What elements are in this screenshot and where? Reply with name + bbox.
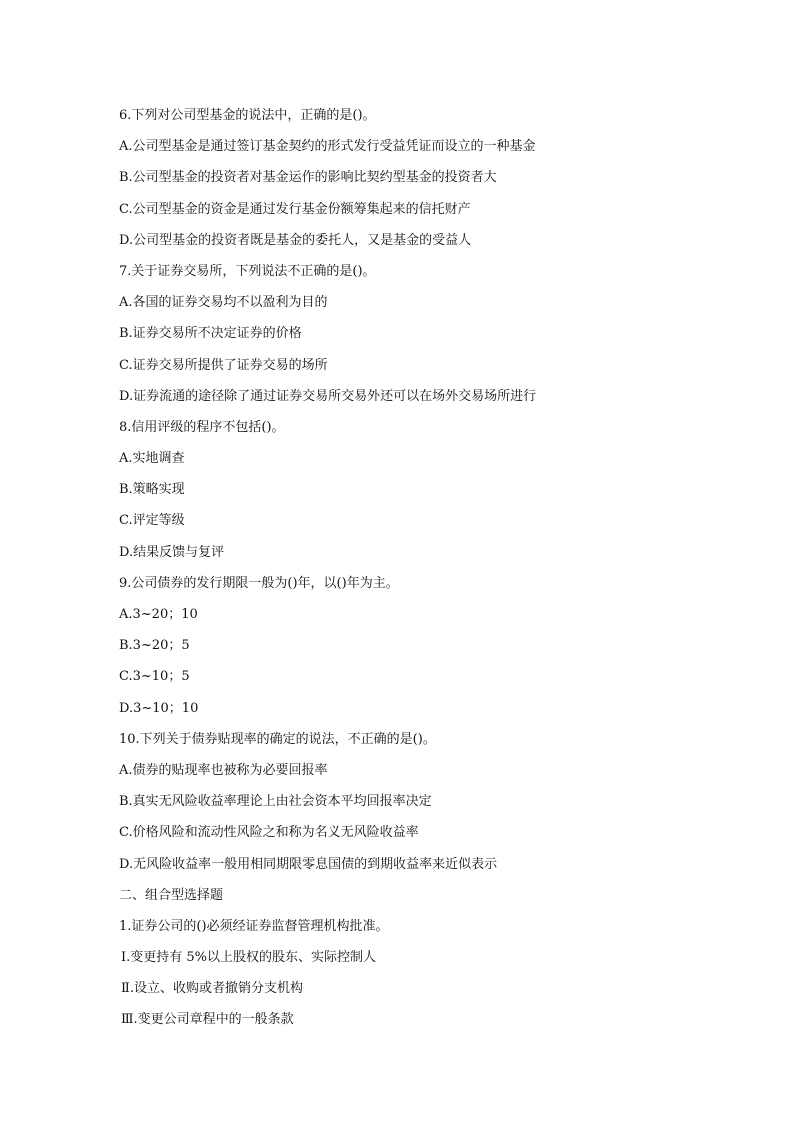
question-7-option-b: B.证券交易所不决定证券的价格 [119, 326, 302, 342]
question-9-option-b: B.3~20；5 [119, 638, 190, 654]
combo-question-1-item-ii: Ⅱ.设立、收购或者撤销分支机构 [121, 981, 303, 997]
combo-question-1-item-i: Ⅰ.变更持有 5%以上股权的股东、实际控制人 [121, 950, 377, 966]
combo-question-1: 1.证券公司的()必须经证券监督管理机构批准。 [119, 918, 389, 934]
question-8-option-d: D.结果反馈与复评 [119, 544, 225, 560]
question-10-option-c: C.价格风险和流动性风险之和称为名义无风险收益率 [119, 825, 419, 841]
question-10-option-b: B.真实无风险收益率理论上由社会资本平均回报率决定 [119, 794, 432, 810]
document-body [119, 100, 679, 1036]
question-6-option-b: B.公司型基金的投资者对基金运作的影响比契约型基金的投资者大 [119, 170, 497, 186]
question-10-option-a: A.债券的贴现率也被称为必要回报率 [119, 762, 328, 778]
question-6-option-c: C.公司型基金的资金是通过发行基金份额筹集起来的信托财产 [119, 201, 471, 217]
question-10: 10.下列关于债券贴现率的确定的说法，不正确的是()。 [119, 731, 436, 747]
question-7-option-d: D.证券流通的途径除了通过证券交易所交易外还可以在场外交易场所进行 [119, 388, 537, 404]
question-9: 9.公司债券的发行期限一般为()年，以()年为主。 [119, 575, 399, 591]
question-10-option-d: D.无风险收益率一般用相同期限零息国债的到期收益率来近似表示 [119, 856, 498, 872]
question-9-option-a: A.3~20；10 [119, 607, 198, 622]
question-8-option-b: B.策略实现 [119, 482, 185, 498]
question-8: 8.信用评级的程序不包括()。 [119, 419, 285, 435]
question-7: 7.关于证券交易所，下列说法不正确的是()。 [119, 263, 376, 279]
question-9-option-c: C.3~10；5 [119, 669, 190, 685]
question-6-option-a: A.公司型基金是通过签订基金契约的形式发行受益凭证而设立的一种基金 [119, 139, 536, 155]
question-8-option-c: C.评定等级 [119, 513, 185, 529]
question-6-option-d: D.公司型基金的投资者既是基金的委托人，又是基金的受益人 [119, 232, 472, 248]
combo-question-1-item-iii: Ⅲ.变更公司章程中的一般条款 [121, 1012, 294, 1028]
question-8-option-a: A.实地调查 [119, 451, 185, 467]
question-7-option-a: A.各国的证券交易均不以盈利为目的 [119, 295, 328, 311]
question-6: 6.下列对公司型基金的说法中，正确的是()。 [119, 108, 376, 123]
section-heading: 二、组合型选择题 [119, 887, 224, 903]
question-7-option-c: C.证券交易所提供了证券交易的场所 [119, 357, 328, 373]
question-9-option-d: D.3~10；10 [119, 700, 199, 716]
